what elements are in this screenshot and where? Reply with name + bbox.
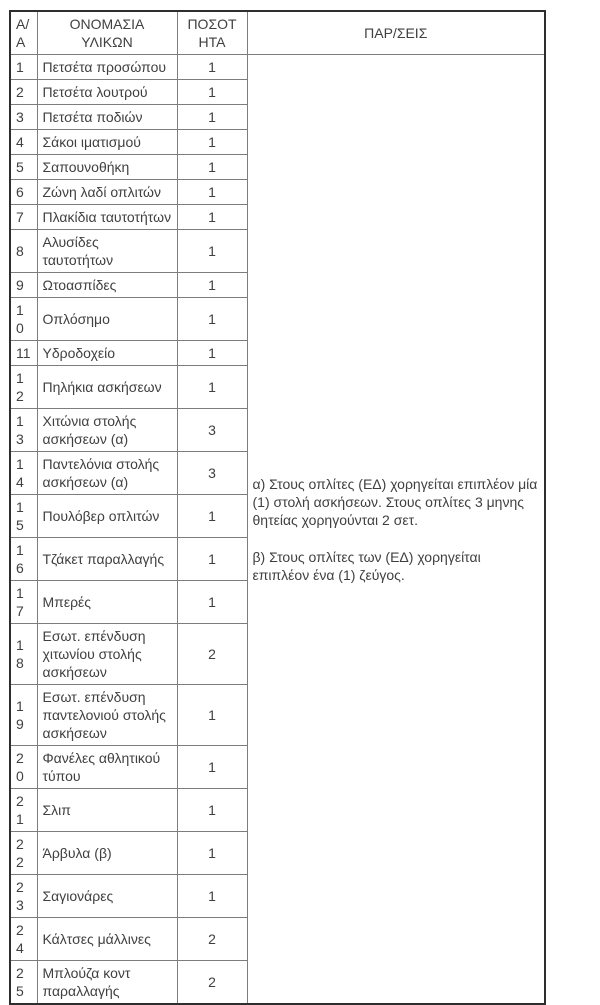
row-index-cell: 3 xyxy=(10,105,37,130)
item-quantity-cell: 1 xyxy=(177,832,247,875)
item-quantity-cell: 1 xyxy=(177,130,247,155)
remarks-cell xyxy=(247,55,545,1005)
item-quantity-cell: 1 xyxy=(177,298,247,341)
row-index-cell: 23 xyxy=(10,875,37,918)
item-name-cell: Εσωτ. επένδυση παντελονιού στολής ασκήσεων xyxy=(37,685,177,746)
item-name-cell: Πετσέτα προσώπου xyxy=(37,55,177,80)
item-name-cell: Σάκοι ιματισμού xyxy=(37,130,177,155)
item-quantity-cell: 1 xyxy=(177,875,247,918)
item-quantity-cell: 2 xyxy=(177,918,247,961)
item-name-cell: Σαγιονάρες xyxy=(37,875,177,918)
row-index-cell: 15 xyxy=(10,495,37,538)
row-index-cell: 6 xyxy=(10,180,37,205)
col-header-index: Α/Α xyxy=(10,11,37,55)
row-index-cell: 25 xyxy=(10,961,37,1005)
item-name-cell: Μπερές xyxy=(37,581,177,624)
item-name-cell: Πηλήκια ασκήσεων xyxy=(37,366,177,409)
item-quantity-cell: 1 xyxy=(177,230,247,273)
row-index-cell: 13 xyxy=(10,409,37,452)
item-name-cell: Ζώνη λαδί οπλιτών xyxy=(37,180,177,205)
item-quantity-cell: 1 xyxy=(177,341,247,366)
item-name-cell: Ωτοασπίδες xyxy=(37,273,177,298)
item-quantity-cell: 1 xyxy=(177,538,247,581)
item-name-cell: Σαπουνοθήκη xyxy=(37,155,177,180)
item-quantity-cell: 1 xyxy=(177,366,247,409)
item-quantity-cell: 3 xyxy=(177,409,247,452)
row-index-cell: 7 xyxy=(10,205,37,230)
item-quantity-cell: 1 xyxy=(177,180,247,205)
row-index-cell: 9 xyxy=(10,273,37,298)
item-quantity-cell: 1 xyxy=(177,789,247,832)
item-name-cell: Υδροδοχείο xyxy=(37,341,177,366)
row-index-cell: 10 xyxy=(10,298,37,341)
row-index-cell: 11 xyxy=(10,341,37,366)
remark-paragraph: β) Στους οπλίτες των (ΕΔ) χορηγείται επιπλέον ένα (1) ζεύγος. xyxy=(252,548,481,583)
item-name-cell: Χιτώνια στολής ασκήσεων (α) xyxy=(37,409,177,452)
table-row xyxy=(10,55,545,80)
item-quantity-cell: 1 xyxy=(177,105,247,130)
row-index-cell: 12 xyxy=(10,366,37,409)
item-name-cell: Οπλόσημο xyxy=(37,298,177,341)
header-row xyxy=(10,11,545,55)
row-index-cell: 24 xyxy=(10,918,37,961)
item-name-cell: Εσωτ. επένδυση χιτωνίου στολής ασκήσεων xyxy=(37,624,177,685)
item-quantity-cell: 1 xyxy=(177,80,247,105)
materials-table xyxy=(9,10,546,1005)
row-index-cell: 4 xyxy=(10,130,37,155)
col-header-quantity: ΠΟΣΟΤΗΤΑ xyxy=(177,11,247,55)
row-index-cell: 1 xyxy=(10,55,37,80)
item-name-cell: Άρβυλα (β) xyxy=(37,832,177,875)
item-name-cell: Πετσέτα ποδιών xyxy=(37,105,177,130)
item-name-cell: Σλιπ xyxy=(37,789,177,832)
row-index-cell: 17 xyxy=(10,581,37,624)
row-index-cell: 18 xyxy=(10,624,37,685)
item-quantity-cell: 1 xyxy=(177,581,247,624)
row-index-cell: 8 xyxy=(10,230,37,273)
row-index-cell: 19 xyxy=(10,685,37,746)
item-quantity-cell: 1 xyxy=(177,746,247,789)
items-body xyxy=(10,55,545,1005)
item-quantity-cell: 1 xyxy=(177,155,247,180)
item-name-cell: Πλακίδια ταυτοτήτων xyxy=(37,205,177,230)
item-name-cell: Κάλτσες μάλλινες xyxy=(37,918,177,961)
item-quantity-cell: 2 xyxy=(177,961,247,1005)
item-quantity-cell: 2 xyxy=(177,624,247,685)
item-quantity-cell: 1 xyxy=(177,205,247,230)
row-index-cell: 21 xyxy=(10,789,37,832)
item-quantity-cell: 3 xyxy=(177,452,247,495)
item-name-cell: Μπλούζα κοντ παραλλαγής xyxy=(37,961,177,1005)
row-index-cell: 2 xyxy=(10,80,37,105)
item-name-cell: Τζάκετ παραλλαγής xyxy=(37,538,177,581)
item-name-cell: Αλυσίδες ταυτοτήτων xyxy=(37,230,177,273)
row-index-cell: 20 xyxy=(10,746,37,789)
row-index-cell: 5 xyxy=(10,155,37,180)
col-header-remarks: ΠΑΡ/ΣΕΙΣ xyxy=(247,11,545,55)
item-quantity-cell: 1 xyxy=(177,273,247,298)
item-quantity-cell: 1 xyxy=(177,55,247,80)
item-quantity-cell: 1 xyxy=(177,685,247,746)
item-quantity-cell: 1 xyxy=(177,495,247,538)
remark-paragraph: α) Στους οπλίτες (ΕΔ) χορηγείται επιπλέον μία (1) στολή ασκήσεων. Στους οπλίτες 3 μηνης θητείας χορηγούνται 2 σετ. xyxy=(252,475,538,528)
item-name-cell: Πετσέτα λουτρού xyxy=(37,80,177,105)
item-name-cell: Φανέλες αθλητικού τύπου xyxy=(37,746,177,789)
item-name-cell: Παντελόνια στολής ασκήσεων (α) xyxy=(37,452,177,495)
row-index-cell: 14 xyxy=(10,452,37,495)
col-header-name: ΟΝΟΜΑΣΙΑ ΥΛΙΚΩΝ xyxy=(37,11,177,55)
item-name-cell: Πουλόβερ οπλιτών xyxy=(37,495,177,538)
row-index-cell: 16 xyxy=(10,538,37,581)
row-index-cell: 22 xyxy=(10,832,37,875)
